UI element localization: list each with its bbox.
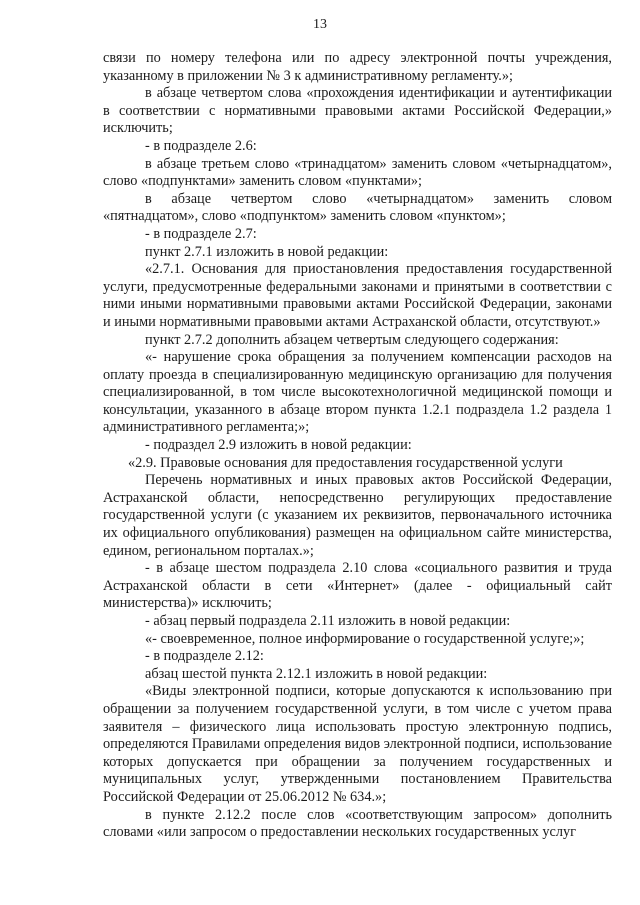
paragraph: - в подразделе 2.7: bbox=[145, 225, 257, 242]
paragraph: в пункте 2.12.2 после слов «соответствующим запросом» дополнить словами «или запросом о предоставлении нескольких государственных услуг bbox=[103, 806, 612, 841]
paragraph: «2.7.1. Основания для приостановления предоставления государственной услуги, предусмотренные федеральными законами и принятыми в соответствии с ними иными нормативными правовыми актами Российской Федерации, законами и иными нормативными правовыми актами Астраханской области, отсутствуют.» bbox=[103, 261, 612, 330]
paragraph: в абзаце четвертом слова «прохождения идентификации и аутентификации в соответствии с нормативными правовыми актами Российской Федерации,» исключить; bbox=[103, 85, 612, 137]
paragraph: «- нарушение срока обращения за получением компенсации расходов на оплату проезда в специализированную медицинскую организацию для получения специализированной, в том числе высокотехнологичной медицинской помощи и консультации, указанного в абзаце втором пункта 1.2.1 подраздела 1.2 раздела 1 административного регламента;»; bbox=[103, 349, 612, 436]
document-body bbox=[103, 50, 612, 842]
paragraph: - подраздел 2.9 изложить в новой редакции: bbox=[145, 437, 412, 454]
paragraph: в абзаце четвертом слово «четырнадцатом» заменить словом «пятнадцатом», слово «подпунктом» заменить словом «пунктом»; bbox=[103, 190, 612, 225]
paragraph: связи по номеру телефона или по адресу электронной почты учреждения, указанному в приложении № 3 к административному регламенту.»; bbox=[103, 50, 612, 84]
paragraph: - в подразделе 2.12: bbox=[145, 648, 264, 665]
paragraph: пункт 2.7.2 дополнить абзацем четвертым следующего содержания: bbox=[145, 331, 559, 348]
paragraph: абзац шестой пункта 2.12.1 изложить в новой редакции: bbox=[145, 665, 488, 682]
paragraph: «2.9. Правовые основания для предоставления государственной услуги bbox=[128, 454, 563, 471]
paragraph: в абзаце третьем слово «тринадцатом» заменить словом «четырнадцатом», слово «подпунктами» заменить словом «пунктами»; bbox=[103, 155, 612, 190]
paragraph: - в подразделе 2.6: bbox=[145, 137, 257, 154]
paragraph: «- своевременное, полное информирование о государственной услуге;»; bbox=[145, 630, 585, 647]
paragraph: Перечень нормативных и иных правовых актов Российской Федерации, Астраханской области, непосредственно регулирующих предоставление государственной услуги (с указанием их реквизитов, первоначального источника их официального опубликования) размещен на официальном сайте министерства, едином, региональном порталах.»; bbox=[103, 472, 612, 559]
page-number: 13 bbox=[313, 17, 327, 32]
paragraph: - в абзаце шестом подраздела 2.10 слова «социального развития и труда Астраханской области в сети «Интернет» (далее - официальный сайт министерства)» исключить; bbox=[103, 560, 612, 612]
paragraph: - абзац первый подраздела 2.11 изложить в новой редакции: bbox=[145, 613, 511, 629]
paragraph: «Виды электронной подписи, которые допускаются к использованию при обращении за получением государственной услуги, в том числе с учетом права заявителя – физического лица использовать простую электронную подпись, определяются Правилами определения видов электронной подписи, использование которых допускается при обращении за получением государственных и муниципальных услуг, утвержденными постановлением Правительства Российской Федерации от 25.06.2012 № 634.»; bbox=[103, 683, 612, 805]
paragraph: пункт 2.7.1 изложить в новой редакции: bbox=[145, 243, 389, 260]
